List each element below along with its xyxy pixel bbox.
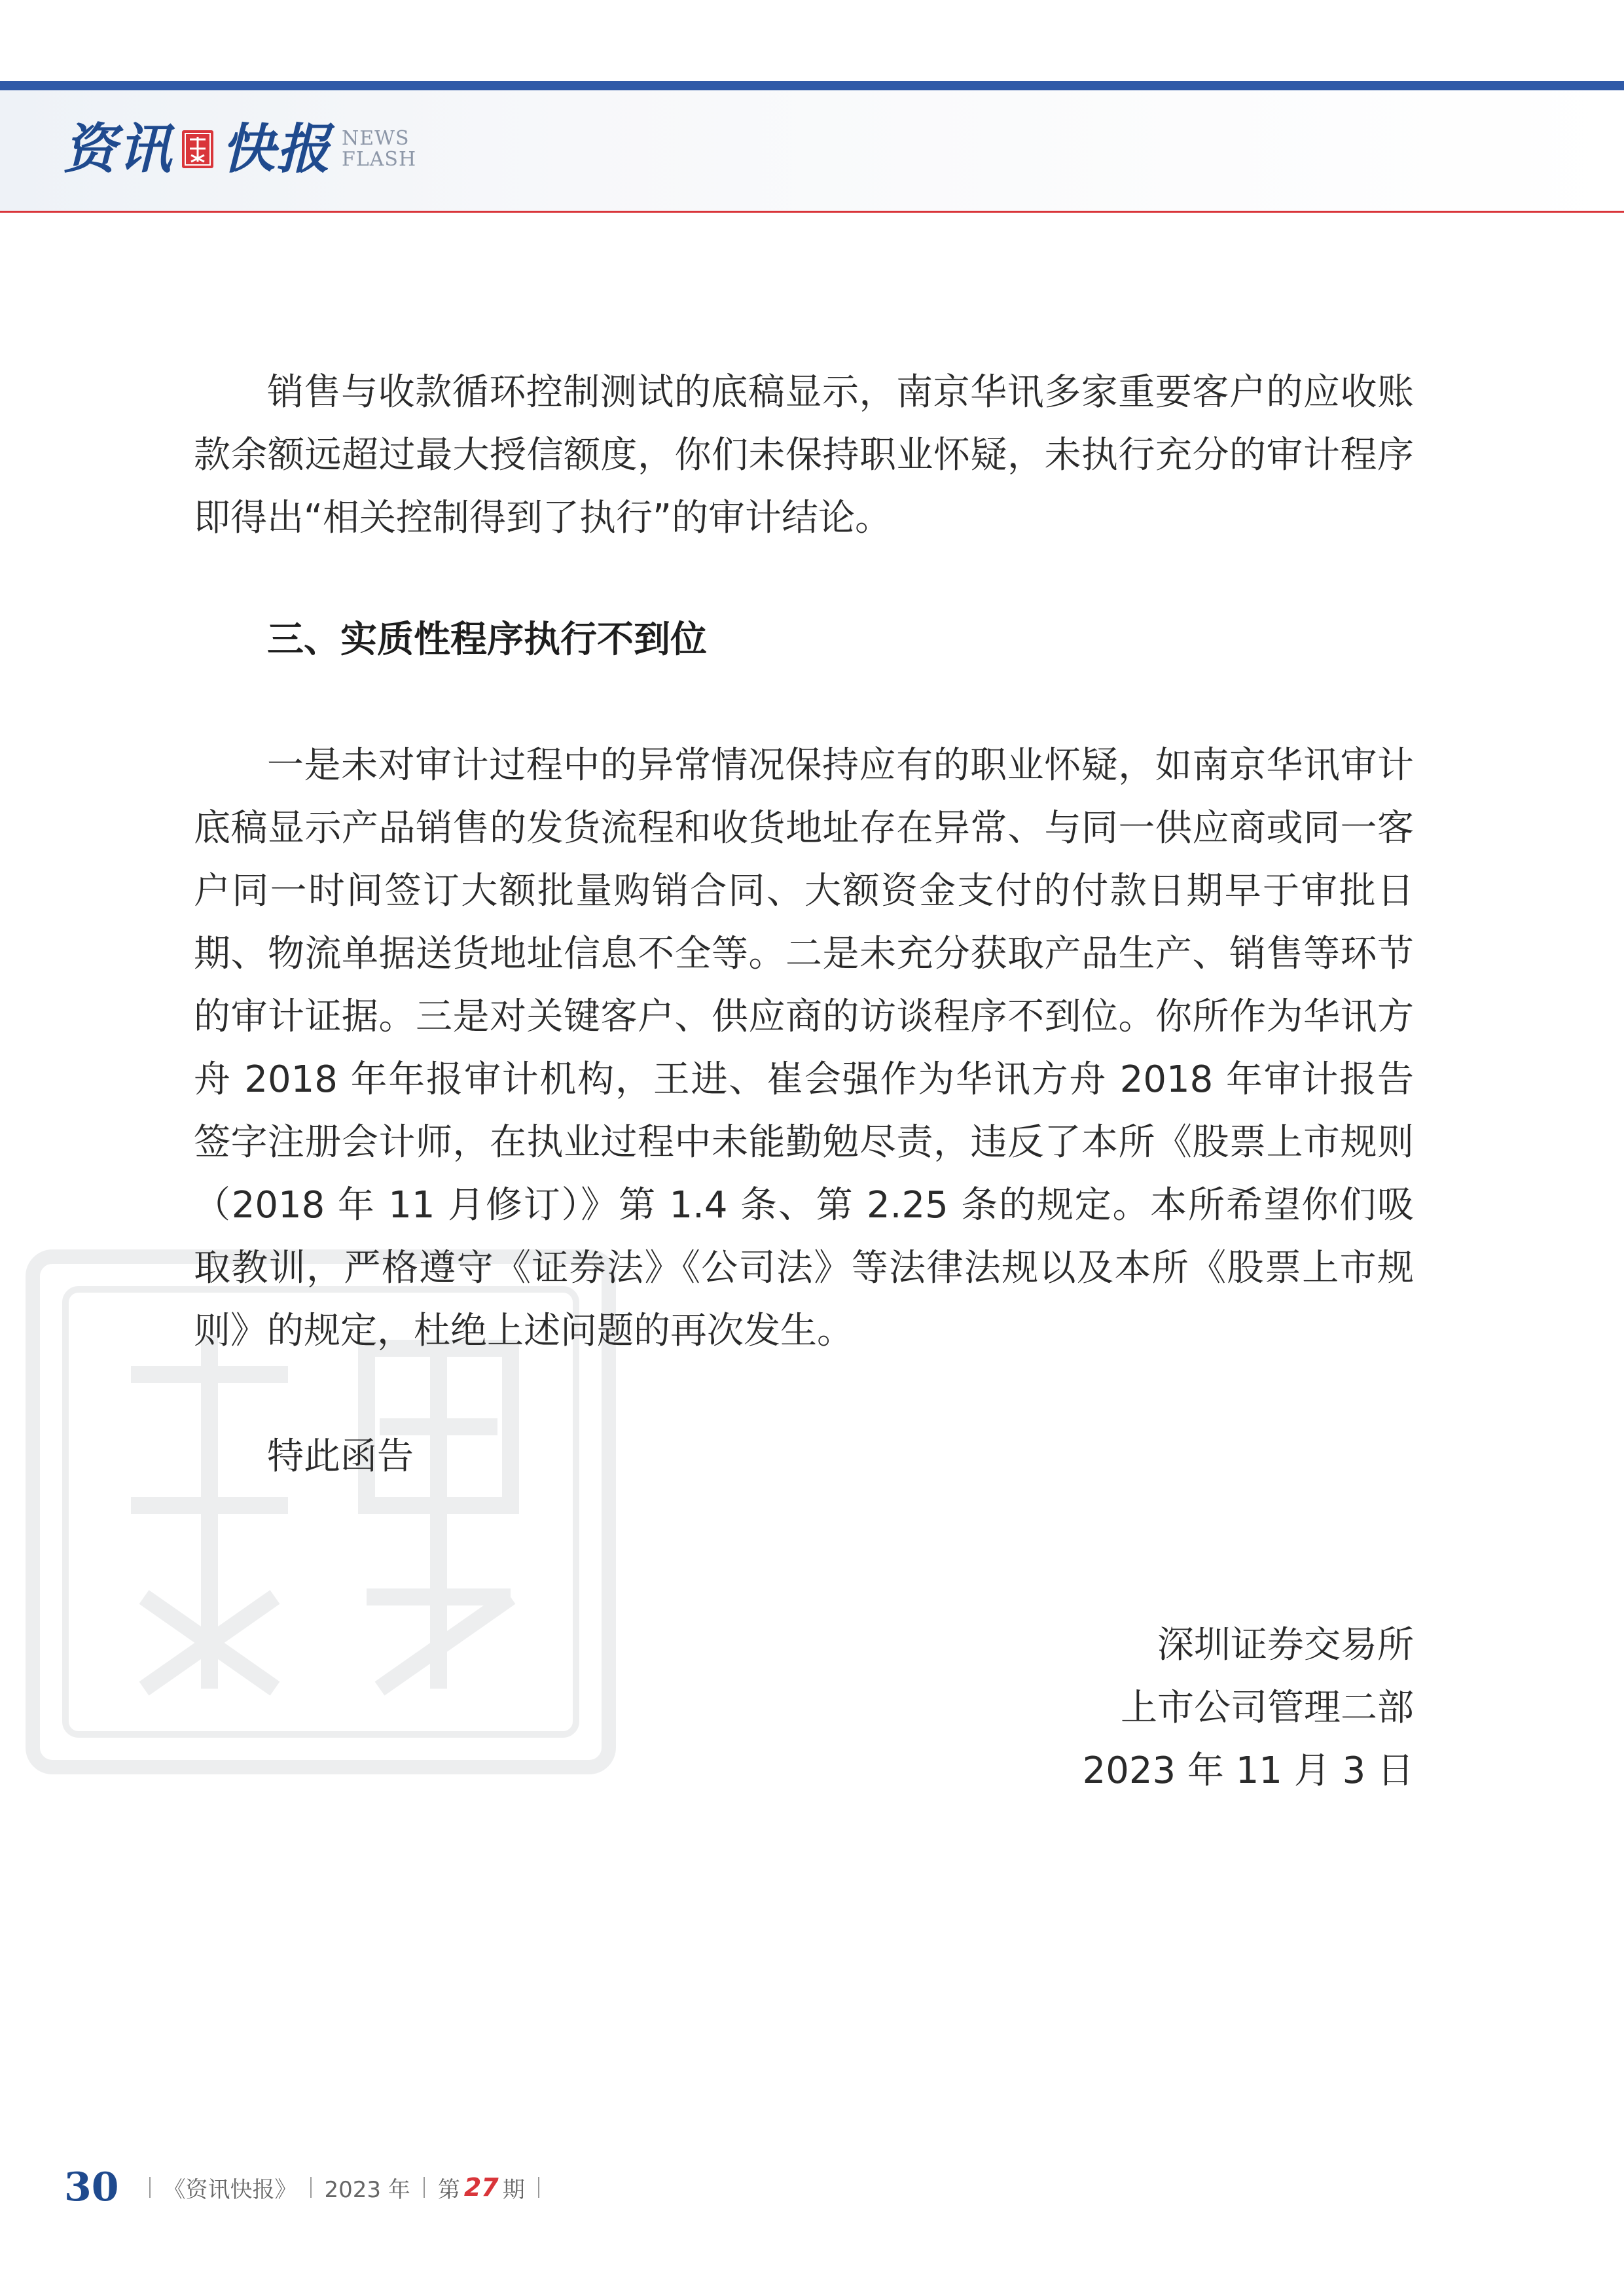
- page-footer: [64, 2160, 552, 2215]
- logo-seal-icon: [179, 128, 216, 170]
- signature-dept: 上市公司管理二部: [1121, 1687, 1414, 1729]
- closing-remark: 特此函告: [267, 1435, 414, 1478]
- header-top-bar: [0, 81, 1624, 90]
- section-heading: 三、实质性程序执行不到位: [267, 619, 707, 661]
- footer-separator: [310, 2177, 312, 2198]
- signature-org: 深圳证券交易所: [1157, 1624, 1414, 1666]
- logo-en-flash: FLASH: [342, 148, 417, 171]
- logo-en-news: NEWS: [342, 127, 410, 150]
- footer-issue-suffix: 期: [502, 2176, 525, 2203]
- footer-separator: [149, 2177, 151, 2198]
- logo-text-right: 快报: [221, 118, 331, 181]
- footer-issue-number: 27: [463, 2173, 499, 2202]
- paragraph-substantive-procedures: 一是未对审计过程中的异常情况保持应有的职业怀疑，如南京华讯审计底稿显示产品销售的发货流程和收货地址存在异常、与同一供应商或同一客户同一时间签订大额批量购销合同、大额资金支付的付款日期早于审批日期、物流单据送货地址信息不全等。二是未充分获取产品生产、销售等环节的审计证据。三是对关键客户、供应商的访谈程序不到位。你所作为华讯方舟 2018 年年报审计机构，王进、崔会强作为华讯方舟 2018 年审计报告签字注册会计师，在执业过程中未能勤勉尽责，违反了本所《股票上市规则（2018 年 11 月修订）》第 1.4 条、第 2.25 条的规定。本所希望你们吸取教训，严格遵守《证券法》《公司法》等法律法规以及本所《股票上市规则》的规定，杜绝上述问题的再次发生。: [194, 744, 1415, 1352]
- signature-block: [1083, 1614, 1414, 1803]
- footer-separator: [424, 2177, 425, 2198]
- footer-issue-prefix: 第: [437, 2176, 460, 2203]
- header-divider: [0, 211, 1624, 213]
- signature-date: 2023 年 11 月 3 日: [1082, 1749, 1414, 1792]
- newsletter-logo: [63, 117, 416, 182]
- footer-separator: [538, 2177, 539, 2198]
- paragraph-control-test: 销售与收款循环控制测试的底稿显示，南京华讯多家重要客户的应收账款余额远超过最大授信额度，你们未保持职业怀疑，未执行充分的审计程序即得出“相关控制得到了执行”的审计结论。: [194, 371, 1414, 539]
- logo-text-left: 资讯: [63, 118, 173, 181]
- page-number: 30: [64, 2164, 119, 2210]
- footer-publication: 《资讯快报》: [163, 2176, 297, 2203]
- footer-year: 2023 年: [324, 2176, 410, 2203]
- logo-english: [342, 128, 416, 170]
